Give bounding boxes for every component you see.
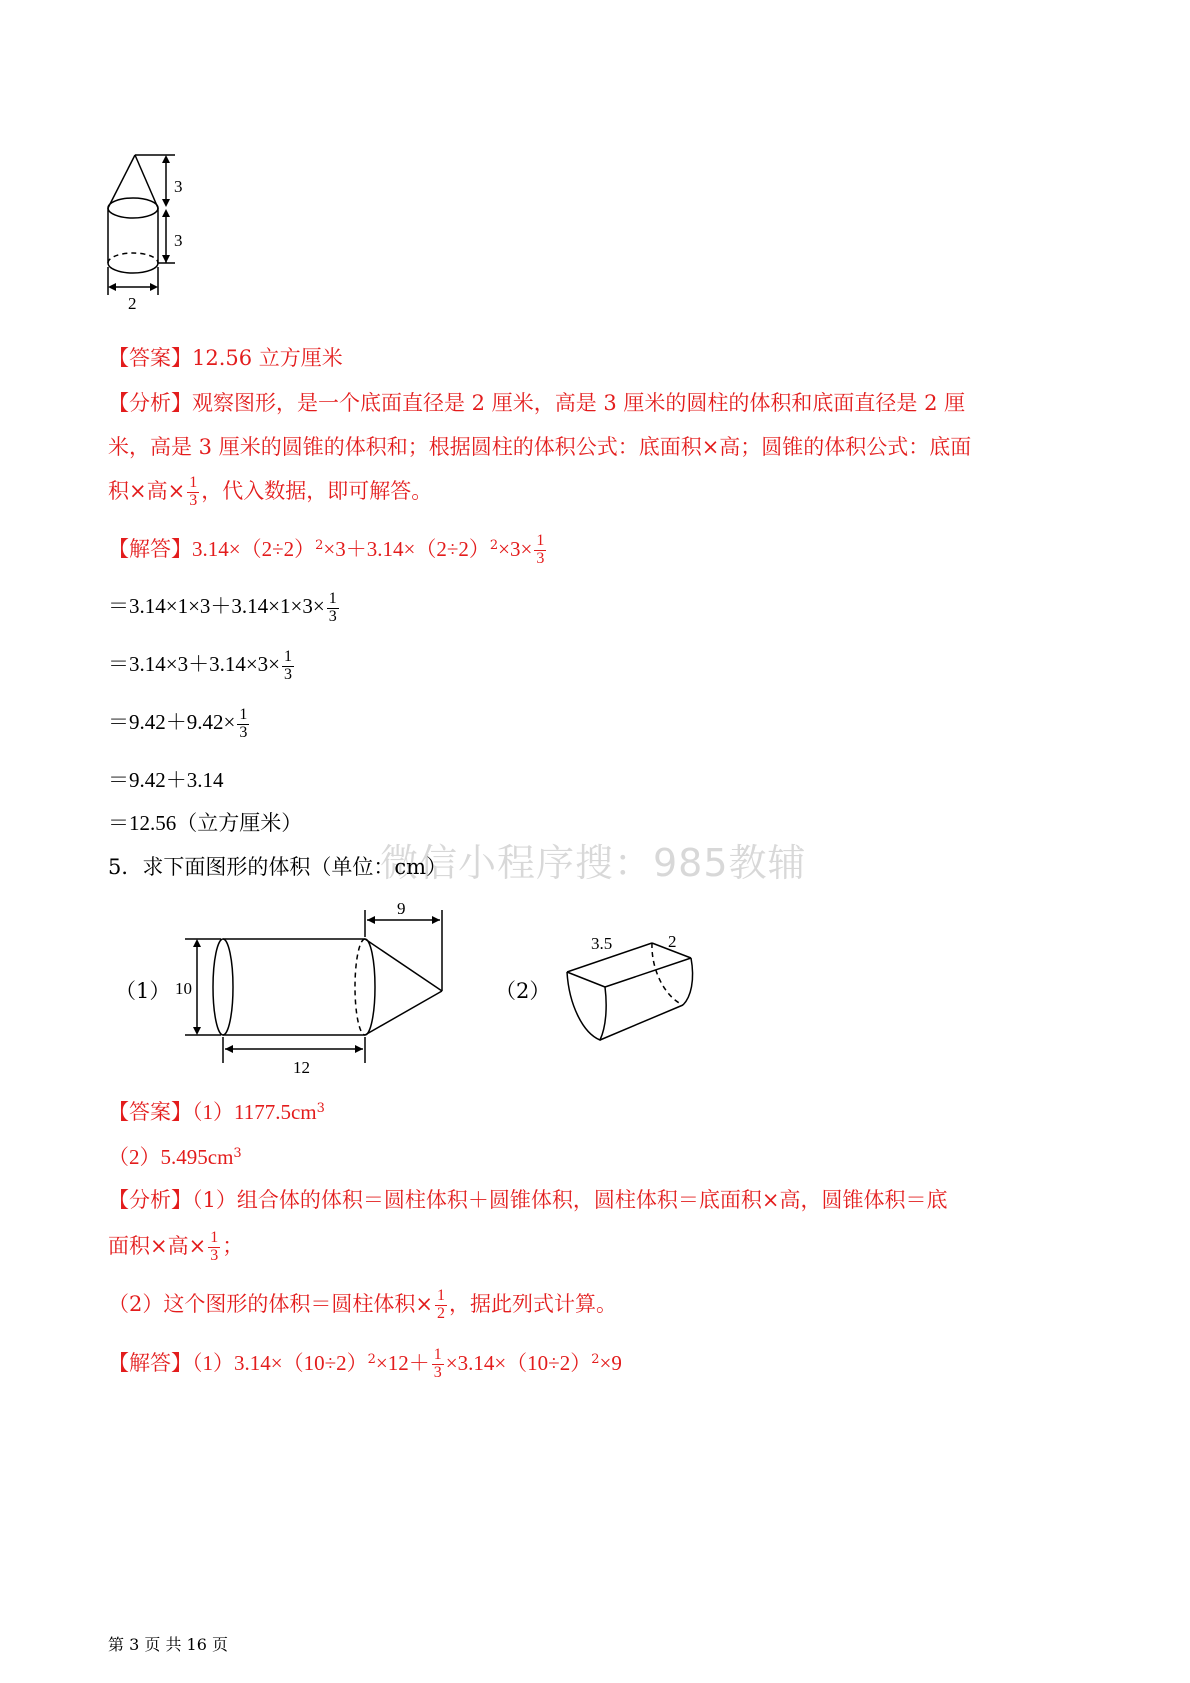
analysis-text: （1）组合体的体积＝圆柱体积＋圆锥体积，圆柱体积＝底面积×高，圆锥体积＝底 (192, 1188, 948, 1212)
math-text: ×3× (498, 536, 533, 561)
label-cone-height-9: 9 (397, 899, 406, 918)
q5-analysis-line3 (108, 1288, 617, 1323)
analysis-text: ，据此列式计算。 (448, 1291, 617, 1316)
half-cylinder-figure (555, 925, 705, 1050)
analysis-tag: 【分析】 (108, 391, 192, 415)
answer-text: （2）5.495cm (108, 1145, 234, 1169)
answer-tag: 【答案】 (108, 1100, 192, 1124)
analysis-text: ，代入数据，即可解答。 (201, 478, 433, 503)
analysis-text: 观察图形，是一个底面直径是 2 厘米，高是 3 厘米的圆柱的体积和底面直径是 2 厘 (192, 391, 966, 415)
exponent: 3 (233, 1146, 242, 1161)
q4-analysis-line1 (108, 393, 965, 414)
q4-solution-line4 (108, 707, 251, 742)
math-text: ×9 (599, 1350, 622, 1375)
q5-analysis-line1 (108, 1190, 947, 1211)
q4-analysis-line2: 米，高是 3 厘米的圆锥的体积和；根据圆柱的体积公式：底面积×高；圆锥的体积公式：底面 (108, 435, 972, 459)
q4-solution-line5: ＝9.42＋3.14 (108, 768, 224, 792)
math-text: ×3＋3.14×（2÷2） (323, 536, 490, 561)
cylinder-cone-figure (165, 895, 465, 1080)
q4-solution-line1 (108, 533, 548, 568)
fraction: $\frac{1}{3}$ (328, 590, 337, 625)
q4-solution-line2 (108, 591, 341, 626)
analysis-tag: 【分析】 (108, 1188, 192, 1212)
math-text: ＝3.14×1×3＋3.14×1×3× (108, 594, 325, 619)
fraction: $\frac{1}{3}$ (433, 1346, 442, 1381)
answer-text: 12.56 立方厘米 (192, 346, 343, 370)
fraction: $\frac{1}{3}$ (189, 474, 198, 509)
q5-part1-label: （1） (115, 979, 171, 1003)
fig1-label-cone-height: 3 (174, 177, 183, 196)
q5-answer1 (108, 1102, 325, 1123)
q5-title: 5．求下面图形的体积（单位：cm） (108, 855, 448, 879)
analysis-text: ； (222, 1233, 244, 1258)
exponent: 3 (316, 1101, 325, 1116)
analysis-text: 面积×高× (108, 1233, 207, 1258)
answer-tag: 【答案】 (108, 346, 192, 370)
watermark: 微信小程序搜：985教辅 (380, 841, 807, 885)
q5-answer2 (108, 1147, 242, 1168)
exponent: 2 (315, 537, 324, 553)
math-text: ＝3.14×3＋3.14×3× (108, 652, 281, 677)
math-text: （1）3.14×（10÷2） (192, 1350, 368, 1375)
exponent: 2 (367, 1351, 376, 1367)
exponent: 2 (591, 1351, 600, 1367)
math-text: ＝9.42＋9.42× (108, 710, 236, 735)
q4-analysis-line3 (108, 475, 432, 510)
math-text: ×12＋ (375, 1350, 430, 1375)
q5-analysis-line2 (108, 1230, 243, 1265)
label-diameter-10: 10 (175, 979, 192, 998)
fraction: $\frac{1}{3}$ (536, 532, 545, 567)
fig1-label-cylinder-height: 3 (174, 231, 183, 250)
fraction: $\frac{1}{2}$ (436, 1287, 445, 1322)
math-text: 3.14×（2÷2） (192, 536, 316, 561)
q4-solution-line6: ＝12.56（立方厘米） (108, 811, 303, 835)
fraction: $\frac{1}{3}$ (284, 648, 293, 683)
q4-solution-line3 (108, 649, 296, 684)
cone-cylinder-figure (100, 145, 210, 315)
solution-tag: 【解答】 (108, 536, 192, 561)
analysis-text: 积×高× (108, 478, 186, 503)
q5-part2-label: （2） (495, 979, 551, 1003)
analysis-text: （2）这个图形的体积＝圆柱体积× (108, 1291, 433, 1316)
answer-text: （1）1177.5cm (192, 1100, 317, 1124)
label-length-3-5: 3.5 (591, 934, 613, 953)
fig1-label-diameter: 2 (128, 294, 137, 313)
fraction: $\frac{1}{3}$ (239, 706, 248, 741)
label-length-12: 12 (293, 1058, 310, 1077)
solution-tag: 【解答】 (108, 1350, 192, 1375)
page-footer: 第 3 页 共 16 页 (108, 1635, 228, 1654)
fraction: $\frac{1}{3}$ (210, 1229, 219, 1264)
math-text: ×3.14×（10÷2） (445, 1350, 592, 1375)
label-width-2: 2 (668, 932, 677, 951)
exponent: 2 (489, 537, 499, 553)
q5-solution-line1 (108, 1347, 622, 1382)
q4-answer (108, 348, 343, 369)
